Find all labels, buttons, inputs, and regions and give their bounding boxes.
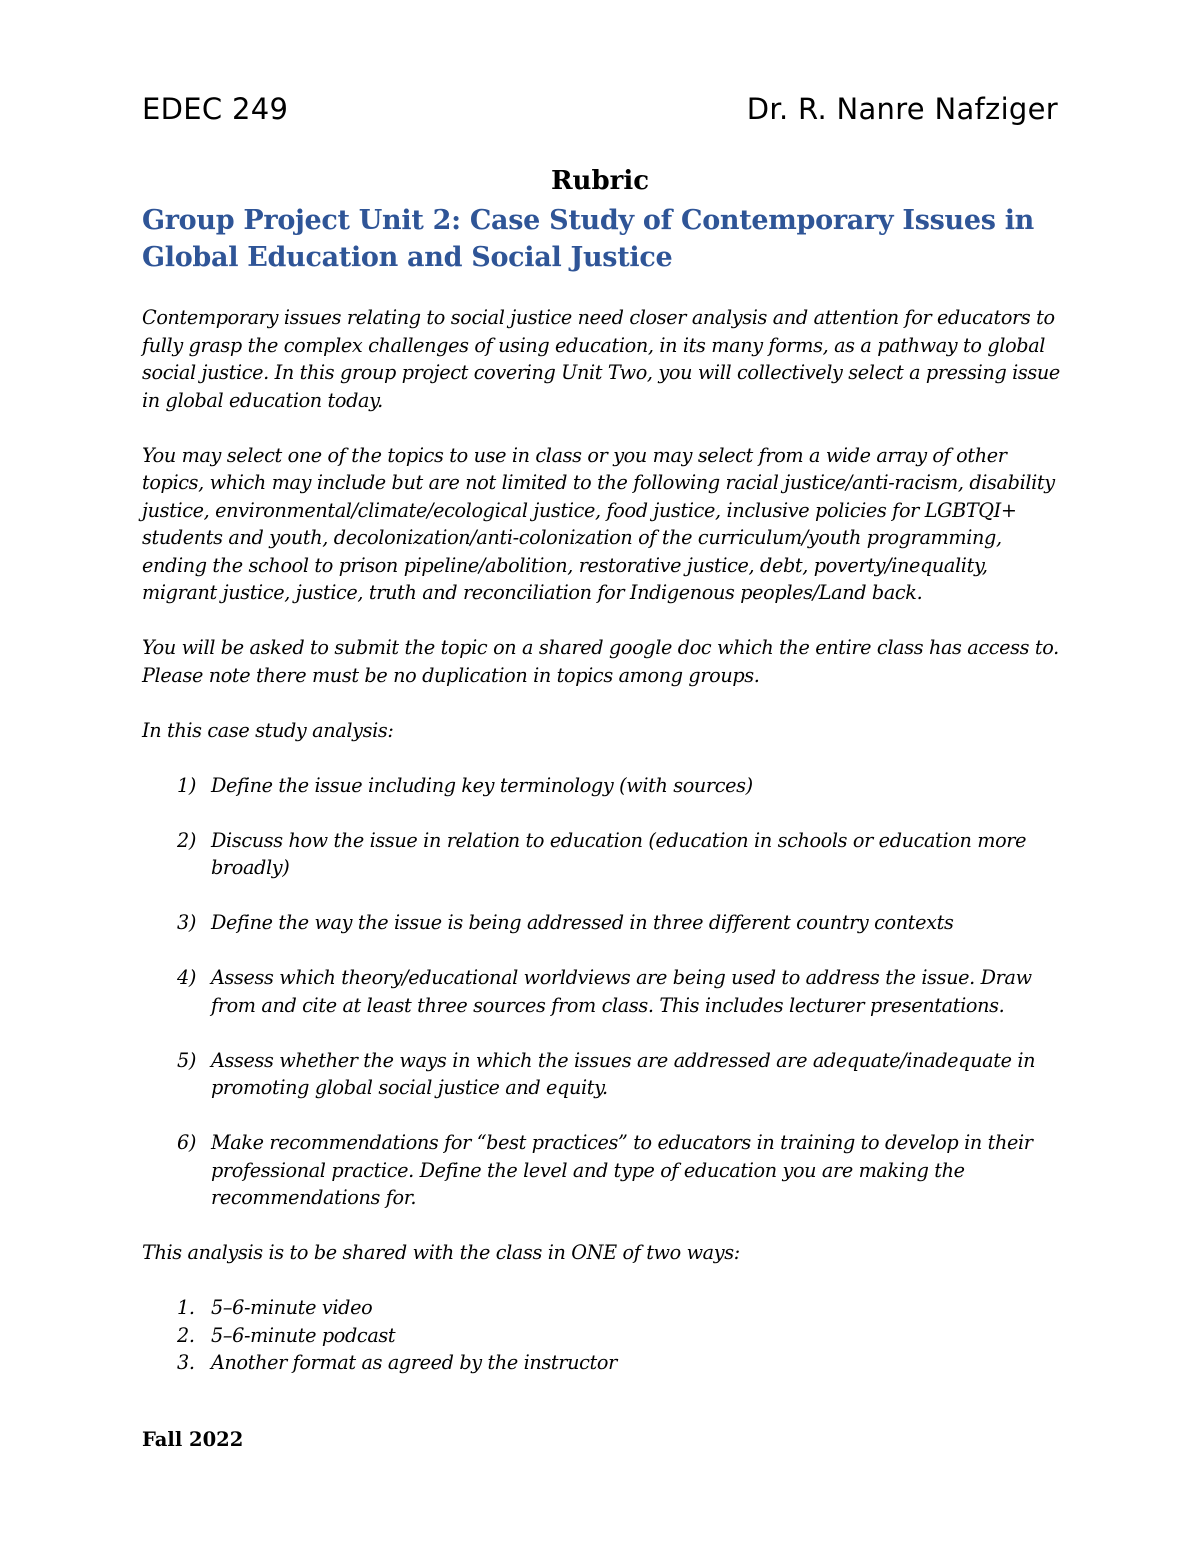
task-number: 5) [177,1048,196,1072]
task-number: 6) [177,1131,196,1154]
sharing-format-list [142,1294,1060,1377]
task-number: 3) [177,911,196,934]
format-item [142,1322,1060,1350]
page-footer: Fall 2022 [142,1428,244,1451]
task-item [142,1047,1060,1102]
page-header [142,92,1058,126]
format-item [142,1294,1060,1322]
document-subtitle: Group Project Unit 2: Case Study of Contemporary Issues in Global Education and Social Justice [142,205,1035,273]
document-body [142,304,1060,1377]
task-text: Discuss how the issue in relation to education (education in schools or education more broadly) [211,828,1027,879]
document-title: Rubric [550,166,650,196]
intro-paragraph: Contemporary issues relating to social justice need closer analysis and attention for educators to fully grasp the complex challenges of using education, in its many forms, as a pathway to global social justice. In this group project covering Unit Two, you will collectively select a pressing issue in global education today. [142,306,1060,412]
task-list [142,772,1060,1212]
task-item [142,964,1060,1019]
format-number: 3. [177,1351,195,1374]
task-number: 1) [177,773,196,797]
task-text: Assess whether the ways in which the issues are addressed are adequate/inadequate in promoting global social justice and equity. [211,1048,1036,1099]
sharing-intro: This analysis is to be shared with the class in ONE of two ways: [142,1241,740,1264]
task-number: 4) [177,966,196,989]
task-text: Define the way the issue is being addressed in three different country contexts [211,911,954,934]
format-number: 1. [177,1296,195,1319]
task-item [142,827,1060,882]
task-item [142,1129,1060,1212]
format-text: 5–6-minute video [211,1296,373,1319]
course-code: EDEC 249 [142,92,289,126]
analysis-intro: In this case study analysis: [142,718,394,742]
submission-paragraph: You will be asked to submit the topic on a shared google doc which the entire class has access to. Please note there must be no duplication in topics among groups. [142,636,1059,687]
instructor-name: Dr. R. Nanre Nafziger [746,92,1058,126]
task-number: 2) [177,828,196,852]
format-text: Another format as agreed by the instructor [211,1351,617,1374]
format-item [142,1349,1060,1377]
task-text: Assess which theory/educational worldviews are being used to address the issue. Draw from and cite at least three sources from class. This includes lecturer presentations. [211,966,1032,1017]
task-text: Define the issue including key terminology (with sources) [211,773,753,797]
format-text: 5–6-minute podcast [211,1323,396,1347]
topics-paragraph: You may select one of the topics to use in class or you may select from a wide array of other topics, which may include but are not limited to the following racial justice/anti-racism, disability justice, environmental/climate/ecological justice, food justice, inclusive policies for LGBTQI+ students and youth, decolonization/anti-colonization of the curriculum/youth programming, ending the school to prison pipeline/abolition, restorative justice, debt, poverty/inequality, migrant justice, justice, truth and reconciliation for Indigenous peoples/Land back. [142,443,1055,604]
task-item [142,772,1060,800]
task-item [142,909,1060,937]
format-number: 2. [177,1323,195,1347]
task-text: Make recommendations for “best practices” to educators in training to develop in their professional practice. Define the level and type of education you are making the recommendations for. [211,1131,1033,1209]
